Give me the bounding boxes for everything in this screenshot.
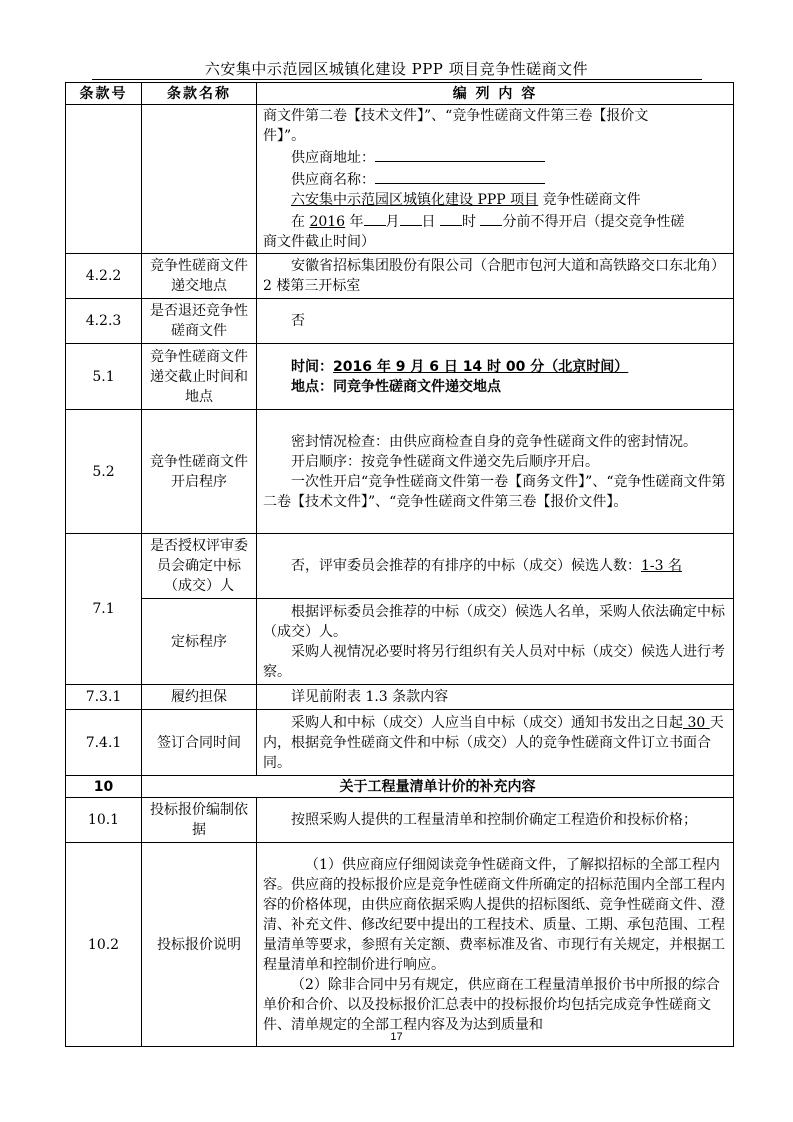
table-row-4-2-2 bbox=[66, 254, 734, 299]
content-text: （2）除非合同中另有规定，供应商在工程量清单报价书中所报的综合单价和合价、以及投标报价汇总表中的投标报价均包括完成竞争性磋商文件、清单规定的全部工程内容及为达到质量和 bbox=[263, 976, 720, 1033]
section-title: 关于工程量清单计价的补充内容 bbox=[142, 776, 734, 798]
supplier-name-blank bbox=[375, 168, 545, 184]
content-text: 开启顺序：按竞争性磋商文件递交先后顺序开启。 bbox=[291, 453, 599, 470]
col-header-name: 条款名称 bbox=[142, 83, 257, 105]
content-text: 根据评标委员会推荐的中标（成交）候选人名单，采购人依法确定中标（成交）人。 bbox=[263, 603, 725, 640]
month-unit: 月 bbox=[385, 214, 400, 230]
page-header-title: 六安集中示范园区城镇化建设 PPP 项目竞争性磋商文件 bbox=[204, 60, 589, 78]
row-content-continued bbox=[257, 105, 734, 254]
table-row-10-2 bbox=[66, 843, 734, 1047]
content-text: 按照采购人提供的工程量清单和控制价确定工程造价和投标价格； bbox=[291, 812, 697, 828]
content-line: 商文件截止时间） bbox=[263, 234, 375, 250]
content-text: 密封情况检查：由供应商检查自身的竞争性磋商文件的密封情况。 bbox=[291, 433, 697, 450]
row-content bbox=[257, 843, 734, 1047]
month-blank bbox=[364, 210, 386, 226]
table-row-7-1-a bbox=[66, 534, 734, 599]
content-text: 否，评审委员会推荐的有排序的中标（成交）候选人数： bbox=[291, 558, 641, 574]
section-number: 10 bbox=[66, 776, 142, 798]
hour-blank bbox=[440, 210, 462, 226]
year-value: 2016 bbox=[309, 214, 346, 230]
minute-unit: 分前不得开启（提交竞争性磋 bbox=[502, 214, 685, 230]
row-name-empty bbox=[142, 105, 257, 254]
supplier-address-blank bbox=[375, 146, 545, 162]
supplier-address-label: 供应商地址： bbox=[291, 150, 375, 166]
row-name: 履约担保 bbox=[142, 685, 257, 710]
deadline-time-label: 时间： bbox=[291, 358, 333, 375]
page-number: 17 bbox=[390, 1031, 403, 1043]
row-name: 投标报价编制依据 bbox=[142, 798, 257, 843]
row-name: 竞争性磋商文件递交截止时间和地点 bbox=[142, 344, 257, 410]
table-row-10-1 bbox=[66, 798, 734, 843]
row-number: 7.1 bbox=[66, 534, 142, 685]
table-row-7-1-b bbox=[66, 599, 734, 685]
contract-days: 30 bbox=[683, 714, 710, 731]
minute-blank bbox=[480, 210, 502, 226]
header-rule bbox=[92, 79, 702, 80]
table-row-5-2 bbox=[66, 410, 734, 534]
row-content bbox=[257, 599, 734, 685]
table-row-7-3-1 bbox=[66, 685, 734, 710]
col-header-content: 编 列 内 容 bbox=[257, 83, 734, 105]
content-text: 否 bbox=[291, 313, 305, 329]
content-text: 采购人视情况必要时将另行组织有关人员对中标（成交）候选人进行考察。 bbox=[263, 643, 725, 680]
content-text: 详见前附表 1.3 条款内容 bbox=[291, 689, 449, 705]
row-content bbox=[257, 798, 734, 843]
hour-unit: 时 bbox=[462, 214, 476, 230]
table-row-5-1 bbox=[66, 344, 734, 410]
project-name: 六安集中示范园区城镇化建设 PPP 项目 bbox=[291, 192, 539, 208]
row-name: 竞争性磋商文件开启程序 bbox=[142, 410, 257, 534]
row-number: 5.1 bbox=[66, 344, 142, 410]
content-text: 天内，根据竞争性磋商文件和中标（成交）人的竞争性磋商文件订立书面合同。 bbox=[263, 714, 724, 771]
row-content bbox=[257, 710, 734, 776]
table-row-7-4-1 bbox=[66, 710, 734, 776]
row-content bbox=[257, 254, 734, 299]
supplier-name-label: 供应商名称： bbox=[291, 172, 375, 188]
row-name: 投标报价说明 bbox=[142, 843, 257, 1047]
row-number: 5.2 bbox=[66, 410, 142, 534]
content-text: （1）供应商应仔细阅读竞争性磋商文件，了解拟招标的全部工程内容。供应商的投标报价应是竞争性磋商文件所确定的招标范围内全部工程内容的价格体现，由供应商依据采购人提供的招标图纸、竞争性磋商文件、澄清、补充文件、修改纪要中提出的工程技术、质量、工期、承包范围、工程量清单等要求，参照有关定额、费率标准及省、市现行有关规定，并根据工程量清单和控制价进行响应。 bbox=[263, 856, 725, 973]
content-line: 件】”。 bbox=[263, 128, 306, 144]
table-section-row-10 bbox=[66, 776, 734, 798]
project-suffix: 竞争性磋商文件 bbox=[542, 192, 641, 208]
row-number: 10.2 bbox=[66, 843, 142, 1047]
row-name: 签订合同时间 bbox=[142, 710, 257, 776]
row-name: 定标程序 bbox=[142, 599, 257, 685]
deadline-place: 地点：同竞争性磋商文件递交地点 bbox=[291, 378, 501, 395]
row-number: 7.4.1 bbox=[66, 710, 142, 776]
table-header-row bbox=[66, 83, 734, 105]
content-line: 商文件第二卷【技术文件】”、“竞争性磋商文件第三卷【报价文 bbox=[263, 108, 649, 124]
day-blank bbox=[400, 210, 422, 226]
row-number: 7.3.1 bbox=[66, 685, 142, 710]
table-row-4-2-3 bbox=[66, 299, 734, 344]
row-name: 是否授权评审委员会确定中标（成交）人 bbox=[142, 534, 257, 599]
row-content bbox=[257, 344, 734, 410]
row-number: 10.1 bbox=[66, 798, 142, 843]
row-name: 竞争性磋商文件递交地点 bbox=[142, 254, 257, 299]
row-content bbox=[257, 299, 734, 344]
row-number: 4.2.3 bbox=[66, 299, 142, 344]
time-prefix: 在 bbox=[291, 214, 305, 230]
clause-table bbox=[65, 82, 734, 1047]
deadline-time: 2016 年 9 月 6 日 14 时 00 分（北京时间） bbox=[333, 358, 629, 375]
row-content bbox=[257, 534, 734, 599]
table-row-continued bbox=[66, 105, 734, 254]
col-header-number: 条款号 bbox=[66, 83, 142, 105]
content-text: 一次性开启“竞争性磋商文件第一卷【商务文件】”、“竞争性磋商文件第二卷【技术文件】”、“竞争性磋商文件第三卷【报价文件】。 bbox=[263, 473, 726, 510]
content-text: 采购人和中标（成交）人应当自中标（成交）通知书发出之日起 bbox=[291, 714, 683, 731]
row-content bbox=[257, 410, 734, 534]
row-content bbox=[257, 685, 734, 710]
content-text: 安徽省招标集团股份有限公司（合肥市包河大道和高铁路交口东北角）2 楼第三开标室 bbox=[263, 258, 725, 294]
row-number: 4.2.2 bbox=[66, 254, 142, 299]
candidate-count: 1-3 名 bbox=[641, 558, 682, 574]
row-number-empty bbox=[66, 105, 142, 254]
year-unit: 年 bbox=[349, 214, 364, 230]
row-name: 是否退还竞争性磋商文件 bbox=[142, 299, 257, 344]
day-unit: 日 bbox=[421, 214, 436, 230]
